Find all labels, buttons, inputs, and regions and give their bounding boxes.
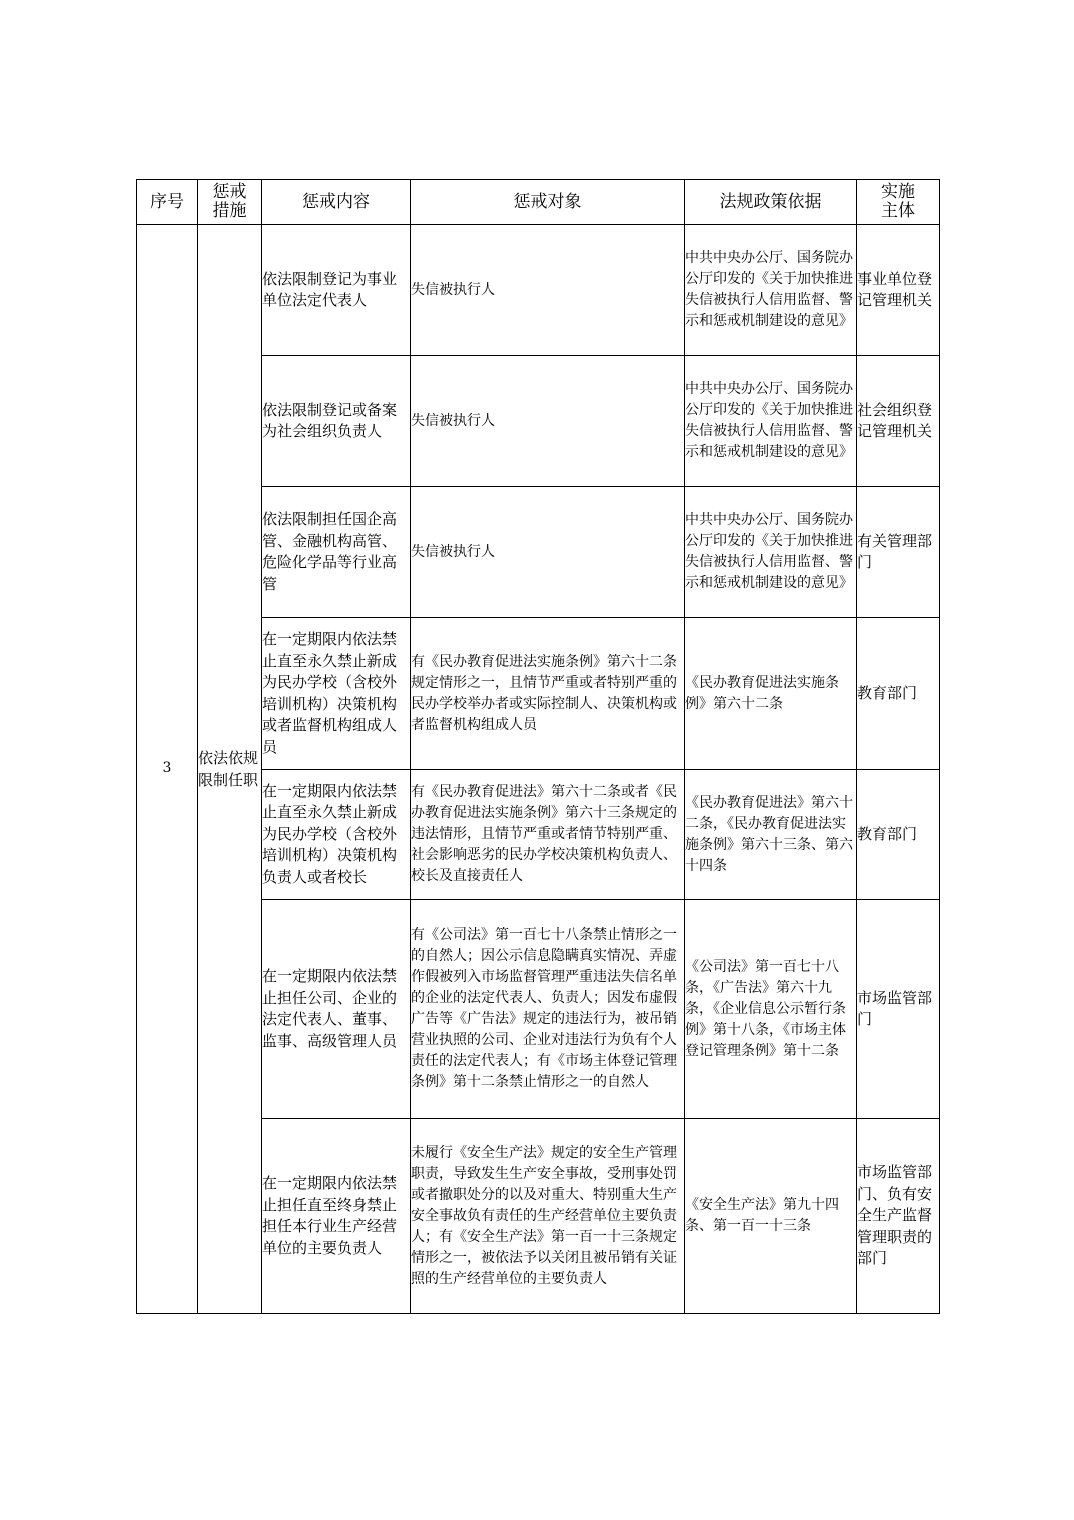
table-header-row bbox=[137, 180, 940, 225]
row-subject: 社会组织登记管理机关 bbox=[857, 356, 940, 487]
row-subject: 事业单位登记管理机关 bbox=[857, 225, 940, 356]
row-content: 在一定期限内依法禁止担任直至终身禁止担任本行业生产经营单位的主要负责人 bbox=[262, 1119, 411, 1314]
header-content: 惩戒内容 bbox=[262, 180, 411, 225]
row-subject: 教育部门 bbox=[857, 618, 940, 770]
row-subject: 有关管理部门 bbox=[857, 487, 940, 618]
table-row bbox=[137, 225, 940, 356]
row-target: 未履行《安全生产法》规定的安全生产管理职责，导致发生生产安全事故，受刑事处罚或者撤职处分的以及对重大、特别重大生产安全事故负有责任的生产经营单位主要负责人；有《安全生产法》第一百一十三条规定情形之一，被依法予以关闭且被吊销有关证照的生产经营单位的主要负责人 bbox=[411, 1119, 685, 1314]
row-target: 失信被执行人 bbox=[411, 225, 685, 356]
row-subject: 市场监管部门、负有安全生产监督管理职责的部门 bbox=[857, 1119, 940, 1314]
row-measure: 依法依规限制任职 bbox=[198, 225, 262, 1314]
row-target: 有《民办教育促进法实施条例》第六十二条规定情形之一，且情节严重或者特别严重的民办学校举办者或实际控制人、决策机构或者监督机构组成人员 bbox=[411, 618, 685, 770]
row-basis: 《民办教育促进法》第六十二条，《民办教育促进法实施条例》第六十三条、第六十四条 bbox=[685, 770, 857, 900]
row-seq-number: 3 bbox=[137, 225, 198, 1314]
punishment-measures-table bbox=[136, 179, 940, 1314]
row-subject: 市场监管部门 bbox=[857, 900, 940, 1119]
row-content: 在一定期限内依法禁止直至永久禁止新成为民办学校（含校外培训机构）决策机构或者监督机构组成人员 bbox=[262, 618, 411, 770]
row-content: 依法限制登记或备案为社会组织负责人 bbox=[262, 356, 411, 487]
header-seq: 序号 bbox=[137, 180, 198, 225]
row-subject: 教育部门 bbox=[857, 770, 940, 900]
row-basis: 中共中央办公厅、国务院办公厅印发的《关于加快推进失信被执行人信用监督、警示和惩戒机制建设的意见》 bbox=[685, 356, 857, 487]
row-basis: 《安全生产法》第九十四条、第一百一十三条 bbox=[685, 1119, 857, 1314]
row-basis: 《公司法》第一百七十八条，《广告法》第六十九条，《企业信息公示暂行条例》第十八条，《市场主体登记管理条例》第十二条 bbox=[685, 900, 857, 1119]
row-content: 依法限制登记为事业单位法定代表人 bbox=[262, 225, 411, 356]
header-subject-text: 实施主体 bbox=[880, 182, 915, 221]
row-basis: 中共中央办公厅、国务院办公厅印发的《关于加快推进失信被执行人信用监督、警示和惩戒机制建设的意见》 bbox=[685, 487, 857, 618]
row-content: 在一定期限内依法禁止直至永久禁止新成为民办学校（含校外培训机构）决策机构负责人或者校长 bbox=[262, 770, 411, 900]
row-target: 有《公司法》第一百七十八条禁止情形之一的自然人；因公示信息隐瞒真实情况、弄虚作假被列入市场监督管理严重违法失信名单的企业的法定代表人、负责人；因发布虚假广告等《广告法》规定的违法行为，被吊销营业执照的公司、企业对违法行为负有个人责任的法定代表人；有《市场主体登记管理条例》第十二条禁止情形之一的自然人 bbox=[411, 900, 685, 1119]
row-content: 依法限制担任国企高管、金融机构高管、危险化学品等行业高管 bbox=[262, 487, 411, 618]
header-basis: 法规政策依据 bbox=[685, 180, 857, 225]
row-target: 失信被执行人 bbox=[411, 487, 685, 618]
row-basis: 《民办教育促进法实施条例》第六十二条 bbox=[685, 618, 857, 770]
row-basis: 中共中央办公厅、国务院办公厅印发的《关于加快推进失信被执行人信用监督、警示和惩戒机制建设的意见》 bbox=[685, 225, 857, 356]
row-target: 失信被执行人 bbox=[411, 356, 685, 487]
header-target: 惩戒对象 bbox=[411, 180, 685, 225]
header-measure bbox=[198, 180, 262, 225]
row-content: 在一定期限内依法禁止担任公司、企业的法定代表人、董事、监事、高级管理人员 bbox=[262, 900, 411, 1119]
header-subject bbox=[857, 180, 940, 225]
header-measure-text: 惩戒措施 bbox=[212, 182, 247, 221]
row-target: 有《民办教育促进法》第六十二条或者《民办教育促进法实施条例》第六十三条规定的违法情形，且情节严重或者情节特别严重、社会影响恶劣的民办学校决策机构负责人、校长及直接责任人 bbox=[411, 770, 685, 900]
